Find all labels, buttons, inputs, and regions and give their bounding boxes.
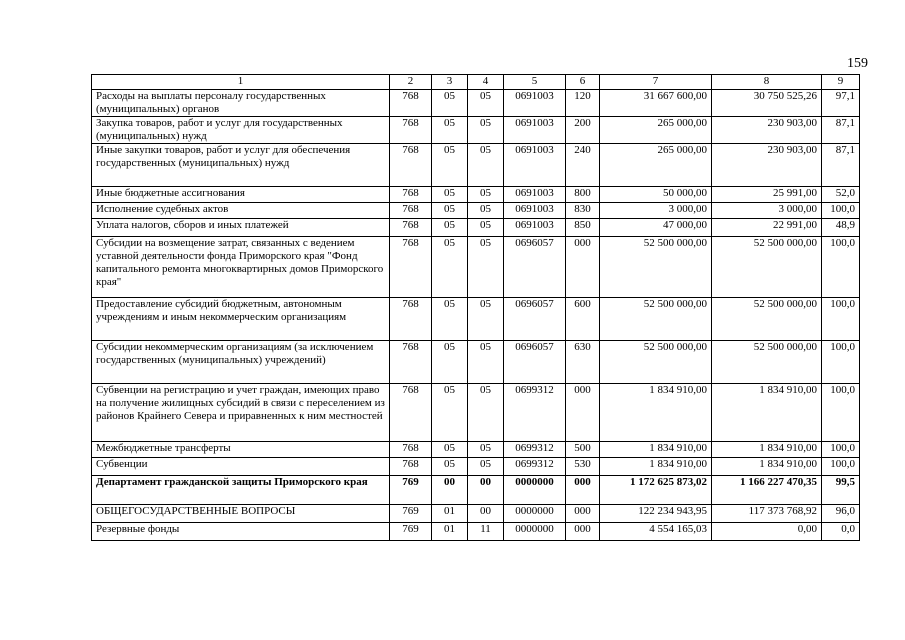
cell-percent: 87,1: [822, 117, 860, 144]
cell-percent: 100,0: [822, 458, 860, 476]
cell-executed-amount: 1 834 910,00: [712, 458, 822, 476]
cell-subsection: 05: [468, 117, 504, 144]
cell-approved-amount: 4 554 165,03: [600, 523, 712, 541]
cell-subsection: 05: [468, 237, 504, 298]
row-name: Закупка товаров, работ и услуг для государственных (муниципальных) нужд: [92, 117, 390, 144]
cell-executed-amount: 230 903,00: [712, 117, 822, 144]
cell-subsection: 05: [468, 144, 504, 187]
header-row: [92, 75, 860, 90]
cell-section: 05: [432, 187, 468, 203]
cell-percent: 0,0: [822, 523, 860, 541]
cell-expense-type: 000: [566, 523, 600, 541]
cell-section: 05: [432, 117, 468, 144]
cell-ministry-code: 768: [390, 219, 432, 237]
cell-subsection: 00: [468, 476, 504, 505]
cell-expense-type: 000: [566, 505, 600, 523]
cell-expense-type: 500: [566, 442, 600, 458]
table-row: [92, 384, 860, 442]
cell-target-article: 0696057: [504, 341, 566, 384]
cell-percent: 100,0: [822, 203, 860, 219]
table-row-department: [92, 476, 860, 505]
column-header: 7: [600, 75, 712, 90]
cell-section: 00: [432, 476, 468, 505]
cell-expense-type: 850: [566, 219, 600, 237]
cell-expense-type: 530: [566, 458, 600, 476]
row-name: Иные закупки товаров, работ и услуг для обеспечения государственных (муниципальных) нужд: [92, 144, 390, 187]
cell-subsection: 00: [468, 505, 504, 523]
cell-subsection: 05: [468, 90, 504, 117]
budget-table: [91, 74, 860, 541]
cell-subsection: 05: [468, 442, 504, 458]
cell-target-article: 0691003: [504, 203, 566, 219]
cell-target-article: 0691003: [504, 90, 566, 117]
cell-percent: 100,0: [822, 298, 860, 341]
cell-expense-type: 830: [566, 203, 600, 219]
cell-percent: 48,9: [822, 219, 860, 237]
cell-executed-amount: 1 166 227 470,35: [712, 476, 822, 505]
row-name: Исполнение судебных актов: [92, 203, 390, 219]
row-name: Резервные фонды: [92, 523, 390, 541]
page-number: 159: [847, 56, 868, 71]
cell-section: 01: [432, 523, 468, 541]
table-row: [92, 117, 860, 144]
row-name: Расходы на выплаты персоналу государственных (муниципальных) органов: [92, 90, 390, 117]
cell-section: 05: [432, 237, 468, 298]
cell-ministry-code: 769: [390, 476, 432, 505]
row-name: Предоставление субсидий бюджетным, автономным учреждениям и иным некоммерческим организациям: [92, 298, 390, 341]
cell-subsection: 05: [468, 298, 504, 341]
cell-section: 05: [432, 203, 468, 219]
cell-approved-amount: 31 667 600,00: [600, 90, 712, 117]
cell-target-article: 0000000: [504, 523, 566, 541]
column-header: 2: [390, 75, 432, 90]
cell-ministry-code: 768: [390, 117, 432, 144]
row-name: ОБЩЕГОСУДАРСТВЕННЫЕ ВОПРОСЫ: [92, 505, 390, 523]
cell-section: 05: [432, 219, 468, 237]
column-header: 9: [822, 75, 860, 90]
cell-percent: 100,0: [822, 384, 860, 442]
row-name: Межбюджетные трансферты: [92, 442, 390, 458]
row-name: Субсидии некоммерческим организациям (за исключением государственных (муниципальных) учреждений): [92, 341, 390, 384]
cell-ministry-code: 768: [390, 442, 432, 458]
table-row: [92, 341, 860, 384]
cell-ministry-code: 768: [390, 187, 432, 203]
cell-target-article: 0699312: [504, 458, 566, 476]
cell-expense-type: 800: [566, 187, 600, 203]
cell-ministry-code: 768: [390, 144, 432, 187]
table-row: [92, 505, 860, 523]
cell-target-article: 0691003: [504, 219, 566, 237]
cell-executed-amount: 22 991,00: [712, 219, 822, 237]
cell-expense-type: 240: [566, 144, 600, 187]
cell-percent: 100,0: [822, 442, 860, 458]
cell-ministry-code: 768: [390, 90, 432, 117]
row-name: Субвенции на регистрацию и учет граждан, имеющих право на получение жилищных субсидий в связи с переселением из районов Крайнего Севера и приравненных к ним местностей: [92, 384, 390, 442]
cell-ministry-code: 768: [390, 203, 432, 219]
row-name: Иные бюджетные ассигнования: [92, 187, 390, 203]
cell-expense-type: 600: [566, 298, 600, 341]
table-row: [92, 298, 860, 341]
cell-approved-amount: 52 500 000,00: [600, 237, 712, 298]
cell-percent: 97,1: [822, 90, 860, 117]
cell-percent: 100,0: [822, 237, 860, 298]
cell-subsection: 05: [468, 219, 504, 237]
cell-approved-amount: 122 234 943,95: [600, 505, 712, 523]
table-row: [92, 442, 860, 458]
cell-approved-amount: 1 834 910,00: [600, 384, 712, 442]
cell-target-article: 0691003: [504, 144, 566, 187]
cell-ministry-code: 768: [390, 237, 432, 298]
cell-target-article: 0696057: [504, 237, 566, 298]
cell-approved-amount: 265 000,00: [600, 144, 712, 187]
cell-approved-amount: 50 000,00: [600, 187, 712, 203]
cell-executed-amount: 230 903,00: [712, 144, 822, 187]
table-row: [92, 90, 860, 117]
cell-target-article: 0000000: [504, 505, 566, 523]
cell-target-article: 0699312: [504, 384, 566, 442]
cell-expense-type: 000: [566, 476, 600, 505]
cell-subsection: 05: [468, 341, 504, 384]
cell-percent: 96,0: [822, 505, 860, 523]
cell-approved-amount: 47 000,00: [600, 219, 712, 237]
cell-section: 05: [432, 90, 468, 117]
cell-expense-type: 630: [566, 341, 600, 384]
cell-expense-type: 200: [566, 117, 600, 144]
cell-section: 01: [432, 505, 468, 523]
cell-approved-amount: 1 834 910,00: [600, 458, 712, 476]
column-header: 3: [432, 75, 468, 90]
cell-percent: 99,5: [822, 476, 860, 505]
cell-executed-amount: 30 750 525,26: [712, 90, 822, 117]
cell-executed-amount: 25 991,00: [712, 187, 822, 203]
cell-subsection: 05: [468, 458, 504, 476]
cell-subsection: 05: [468, 187, 504, 203]
cell-section: 05: [432, 442, 468, 458]
row-name: Субсидии на возмещение затрат, связанных с ведением уставной деятельности фонда Приморского края "Фонд капитального ремонта многоквартирных домов Приморского края": [92, 237, 390, 298]
cell-approved-amount: 1 834 910,00: [600, 442, 712, 458]
cell-ministry-code: 768: [390, 458, 432, 476]
column-header: 4: [468, 75, 504, 90]
cell-expense-type: 000: [566, 237, 600, 298]
cell-executed-amount: 52 500 000,00: [712, 298, 822, 341]
column-header: 8: [712, 75, 822, 90]
table-row: [92, 219, 860, 237]
cell-target-article: 0691003: [504, 187, 566, 203]
table-row: [92, 187, 860, 203]
cell-section: 05: [432, 144, 468, 187]
column-header: 1: [92, 75, 390, 90]
table-row: [92, 203, 860, 219]
cell-percent: 100,0: [822, 341, 860, 384]
cell-ministry-code: 768: [390, 298, 432, 341]
cell-executed-amount: 117 373 768,92: [712, 505, 822, 523]
table-row: [92, 237, 860, 298]
cell-target-article: 0691003: [504, 117, 566, 144]
cell-expense-type: 000: [566, 384, 600, 442]
cell-executed-amount: 0,00: [712, 523, 822, 541]
cell-ministry-code: 768: [390, 384, 432, 442]
cell-target-article: 0000000: [504, 476, 566, 505]
cell-approved-amount: 1 172 625 873,02: [600, 476, 712, 505]
cell-expense-type: 120: [566, 90, 600, 117]
cell-executed-amount: 1 834 910,00: [712, 384, 822, 442]
row-name: Департамент гражданской защиты Приморского края: [92, 476, 390, 505]
cell-subsection: 11: [468, 523, 504, 541]
cell-executed-amount: 1 834 910,00: [712, 442, 822, 458]
column-header: 5: [504, 75, 566, 90]
row-name: Уплата налогов, сборов и иных платежей: [92, 219, 390, 237]
cell-approved-amount: 52 500 000,00: [600, 341, 712, 384]
column-header: 6: [566, 75, 600, 90]
table-row: [92, 523, 860, 541]
cell-executed-amount: 3 000,00: [712, 203, 822, 219]
cell-ministry-code: 769: [390, 505, 432, 523]
row-name: Субвенции: [92, 458, 390, 476]
cell-ministry-code: 768: [390, 341, 432, 384]
table-row: [92, 458, 860, 476]
cell-section: 05: [432, 341, 468, 384]
cell-target-article: 0696057: [504, 298, 566, 341]
cell-percent: 52,0: [822, 187, 860, 203]
cell-percent: 87,1: [822, 144, 860, 187]
cell-section: 05: [432, 298, 468, 341]
cell-section: 05: [432, 458, 468, 476]
cell-approved-amount: 3 000,00: [600, 203, 712, 219]
cell-subsection: 05: [468, 203, 504, 219]
cell-approved-amount: 52 500 000,00: [600, 298, 712, 341]
cell-target-article: 0699312: [504, 442, 566, 458]
cell-approved-amount: 265 000,00: [600, 117, 712, 144]
cell-section: 05: [432, 384, 468, 442]
table-row: [92, 144, 860, 187]
cell-executed-amount: 52 500 000,00: [712, 341, 822, 384]
cell-ministry-code: 769: [390, 523, 432, 541]
cell-executed-amount: 52 500 000,00: [712, 237, 822, 298]
cell-subsection: 05: [468, 384, 504, 442]
